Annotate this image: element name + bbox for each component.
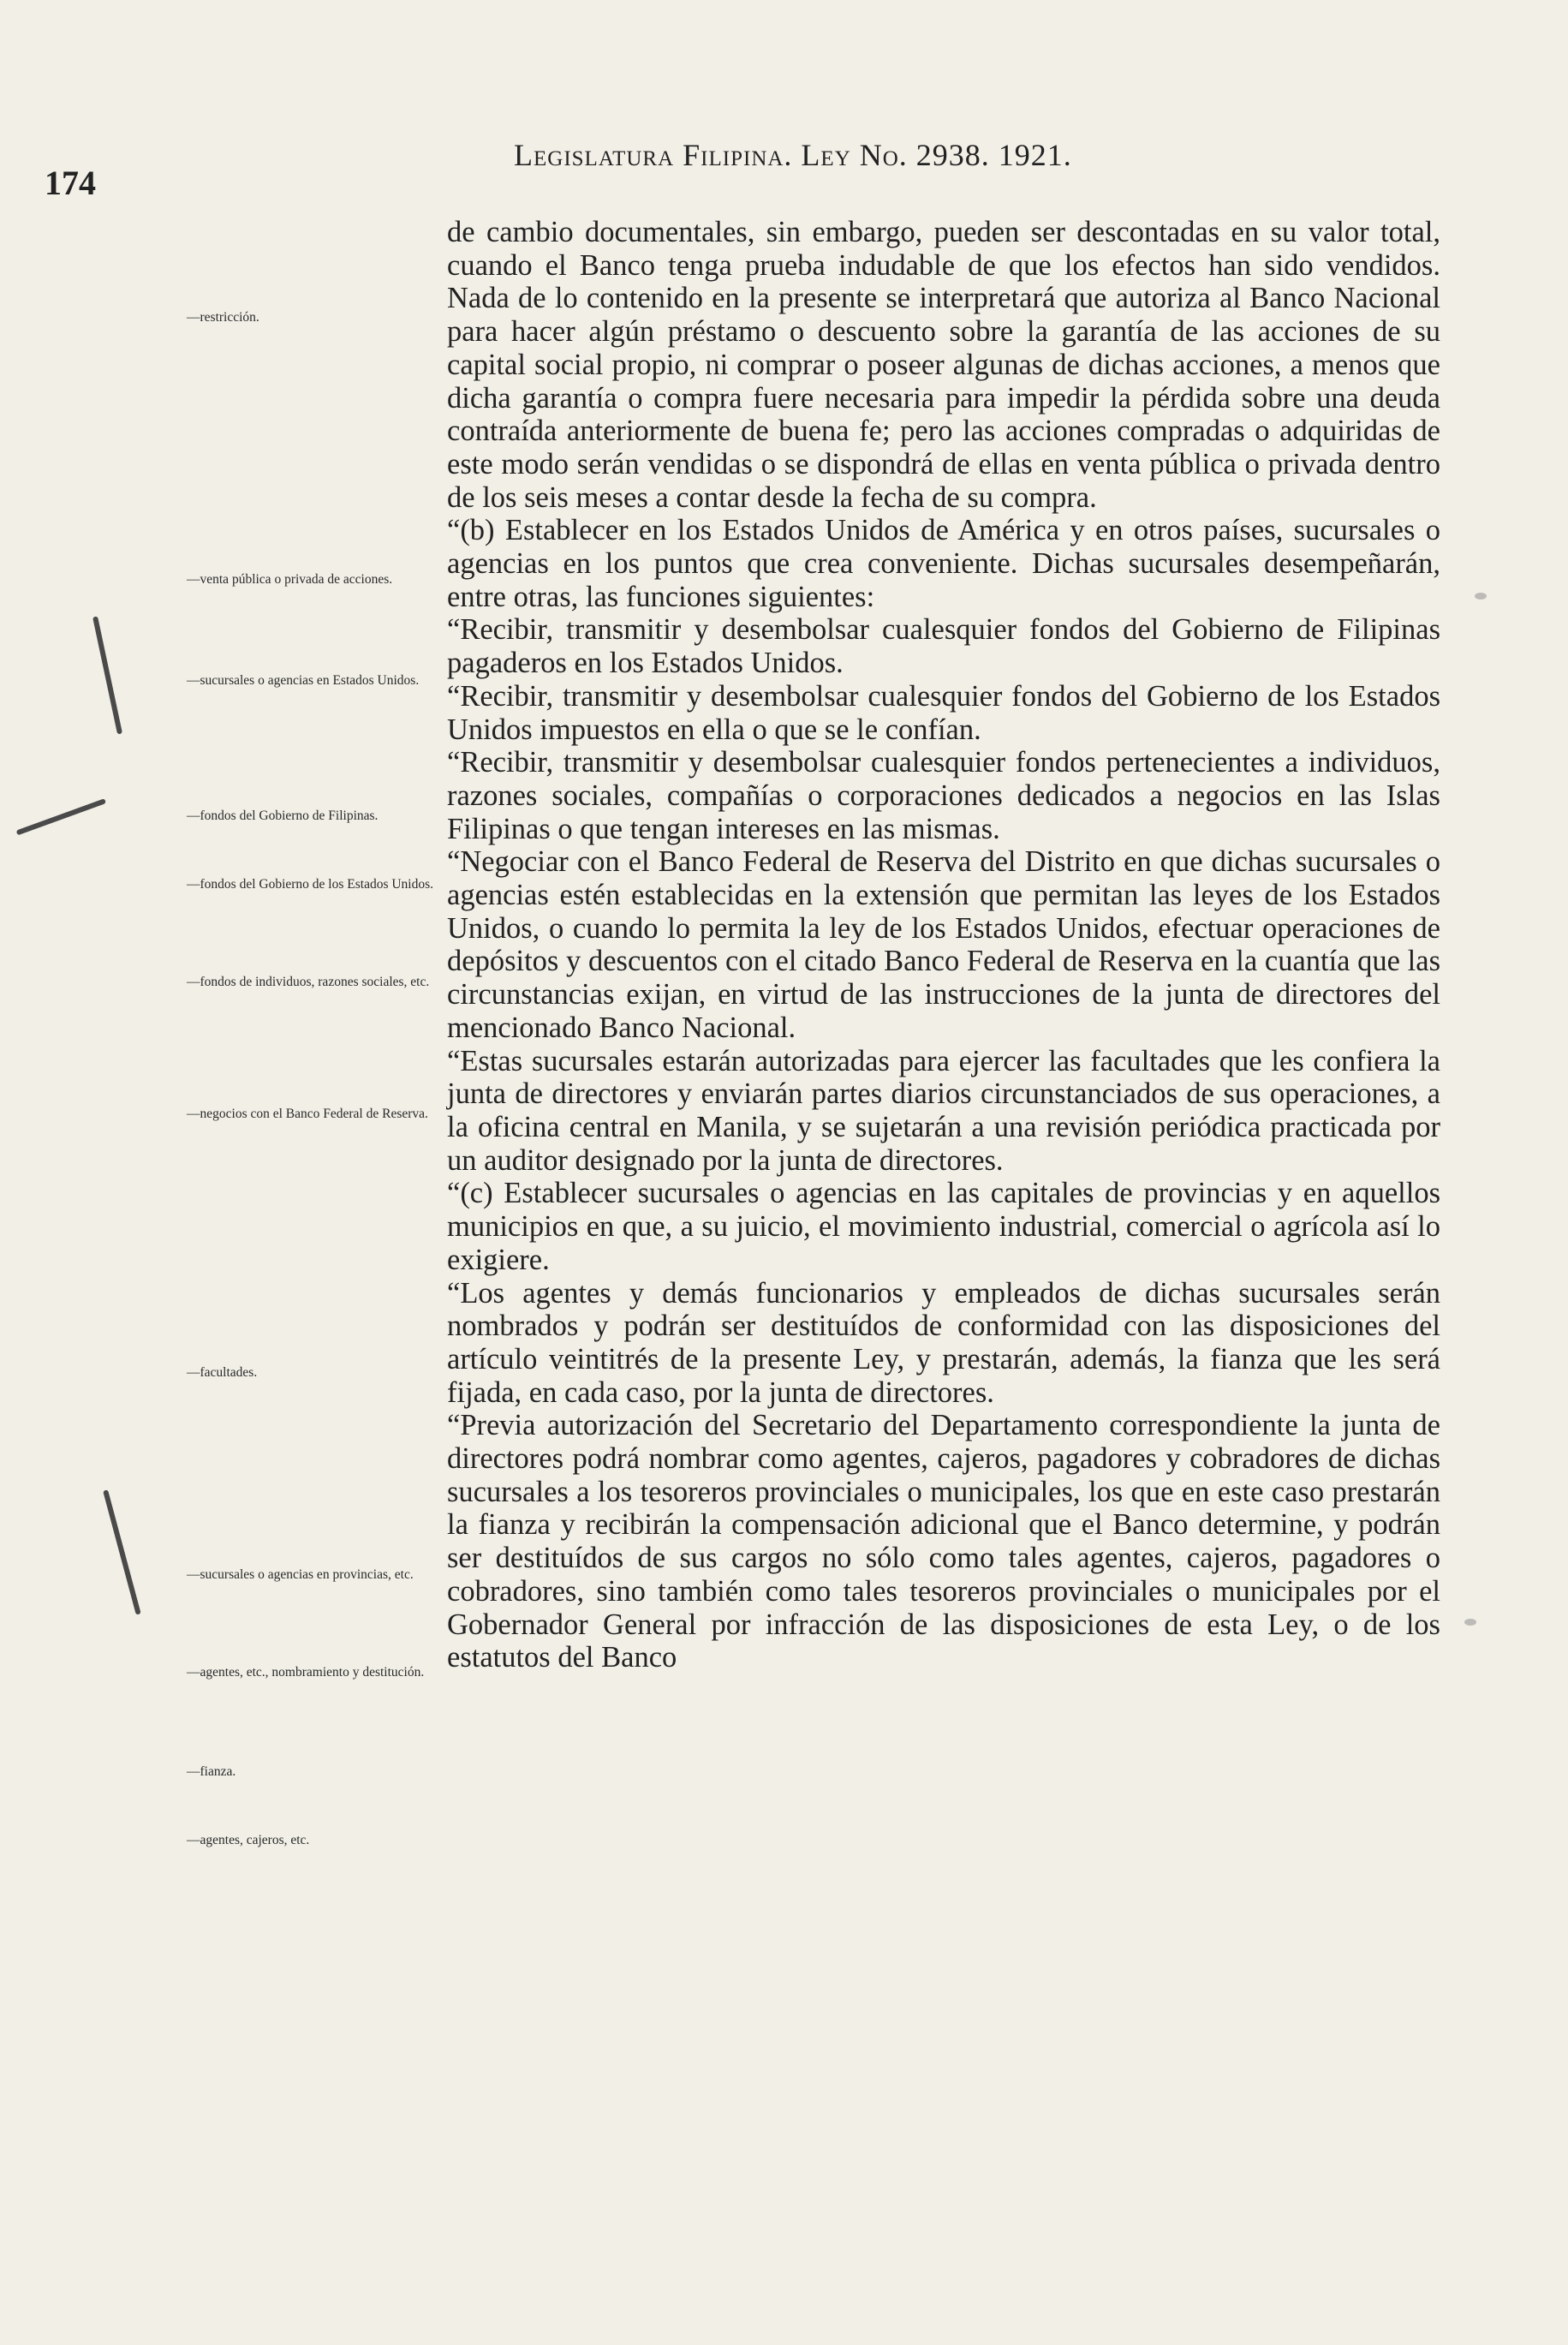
margin-note-banco-federal: —negocios con el Banco Federal de Reserva.: [187, 1107, 428, 1121]
margin-note-venta-acciones: —venta pública o privada de acciones.: [187, 572, 393, 587]
page-number: 174: [45, 164, 96, 202]
margin-note-agentes-cajeros: —agentes, cajeros, etc.: [187, 1833, 310, 1847]
margin-note-fianza: —fianza.: [187, 1764, 236, 1779]
margin-note-fondos-eeuu: —fondos del Gobierno de los Estados Unidos.: [187, 877, 434, 892]
margin-note-fondos-individuos: —fondos de individuos, razones sociales, etc.: [187, 975, 430, 989]
margin-note-facultades: —facultades.: [187, 1365, 258, 1380]
body-text: de cambio documentales, sin embargo, pueden ser descontadas en su valor total, cuando el Banco tenga prueba indudable de que los efectos han sido vendidos. Nada de lo contenido en la presente se interpretará que autoriza al Banco Nacional para hacer algún préstamo o descuento sobre la garantía de las acciones de su capital social propio, ni comprar o poseer algunas de dichas acciones, a menos que dicha garantía o compra fuere necesaria para impedir la pérdida sobre una deuda contraída anteriormente de buena fe; pero las acciones compradas o adquiridas de este modo serán vendidas o se dispondrá de ellas en venta pública o privada dentro de los seis meses a contar desde la fecha de su compra. “(b) Establecer en los Estados Unidos de América y en otros países, sucursales o agencias en los puntos que crea conveniente. Dichas sucursales desempeñarán, entre otras, las funciones siguientes: “Recibir, transmitir y desembolsar cualesquier fondos del Gobierno de Filipinas pagaderos en los Estados Unidos. “Recibir, transmitir y desembolsar cualesquier fondos del Gobierno de los Estados Unidos impuestos en ella o que se le confían. “Recibir, transmitir y desembolsar cualesquier fondos pertenecientes a individuos, razones sociales, compañías o corporaciones dedicados a negocios en las Islas Filipinas o que tengan intereses en las mismas. “Negociar con el Banco Federal de Reserva del Distrito en que dichas sucursales o agencias estén establecidas en la extensión que permitan las leyes de los Estados Unidos, o cuando lo permita la ley de los Estados Unidos, efectuar operaciones de depósitos y descuentos con el citado Banco Federal de Reserva en la cuantía que las circunstancias exijan, en virtud de las instrucciones de la junta de directores del mencionado Banco Nacional. “Estas sucursales estarán autorizadas para ejercer las facultades que les confiera la junta de directores y enviarán partes diarios circunstanciados de sus operaciones, a la oficina central en Manila, y se sujetarán a una revisión periódica practicada por un auditor designado por la junta de directores. “(c) Establecer sucursales o agencias en las capitales de provincias y en aquellos municipios en que, a su juicio, el movimiento industrial, comercial o agrícola así lo exigiere. “Los agentes y demás funcionarios y empleados de dichas sucursales serán nombrados y podrán ser destituídos de conformidad con las disposiciones del artículo veintitrés de la presente Ley, y prestarán, además, la fianza que les será fijada, en cada caso, por la junta de directores. “Previa autorización del Secretario del Departamento correspondiente la junta de directores podrá nombrar como agentes, cajeros, pagadores y cobradores de dichas sucursales a los tesoreros provinciales o municipales, los que en este caso prestarán la fianza y recibirán la compensación adicional que el Banco determine, y podrán ser destituídos de sus cargos no sólo como tales agentes, cajeros, pagadores o cobradores, sino también como tales tesoreros provinciales o municipales por el Gobernador General por infracción de las disposiciones de esta Ley, o de los estatutos del Banco: [447, 216, 1440, 1674]
paper-speck: [1464, 1619, 1476, 1626]
pencil-mark: [92, 616, 122, 734]
pencil-mark: [16, 798, 106, 835]
margin-note-fondos-filipinas: —fondos del Gobierno de Filipinas.: [187, 809, 379, 823]
margin-note-sucursales-provincias: —sucursales o agencias en provincias, etc.: [187, 1567, 414, 1582]
margin-note-agentes-nombramiento: —agentes, etc., nombramiento y destitución.: [187, 1665, 425, 1680]
running-head: Legislatura Filipina. Ley No. 2938. 1921.: [514, 138, 1072, 172]
margin-note-sucursales-eeuu: —sucursales o agencias en Estados Unidos.: [187, 673, 420, 688]
paper-speck: [1475, 593, 1487, 600]
pencil-mark: [103, 1489, 141, 1614]
margin-note-restriccion: —restricción.: [187, 310, 259, 325]
